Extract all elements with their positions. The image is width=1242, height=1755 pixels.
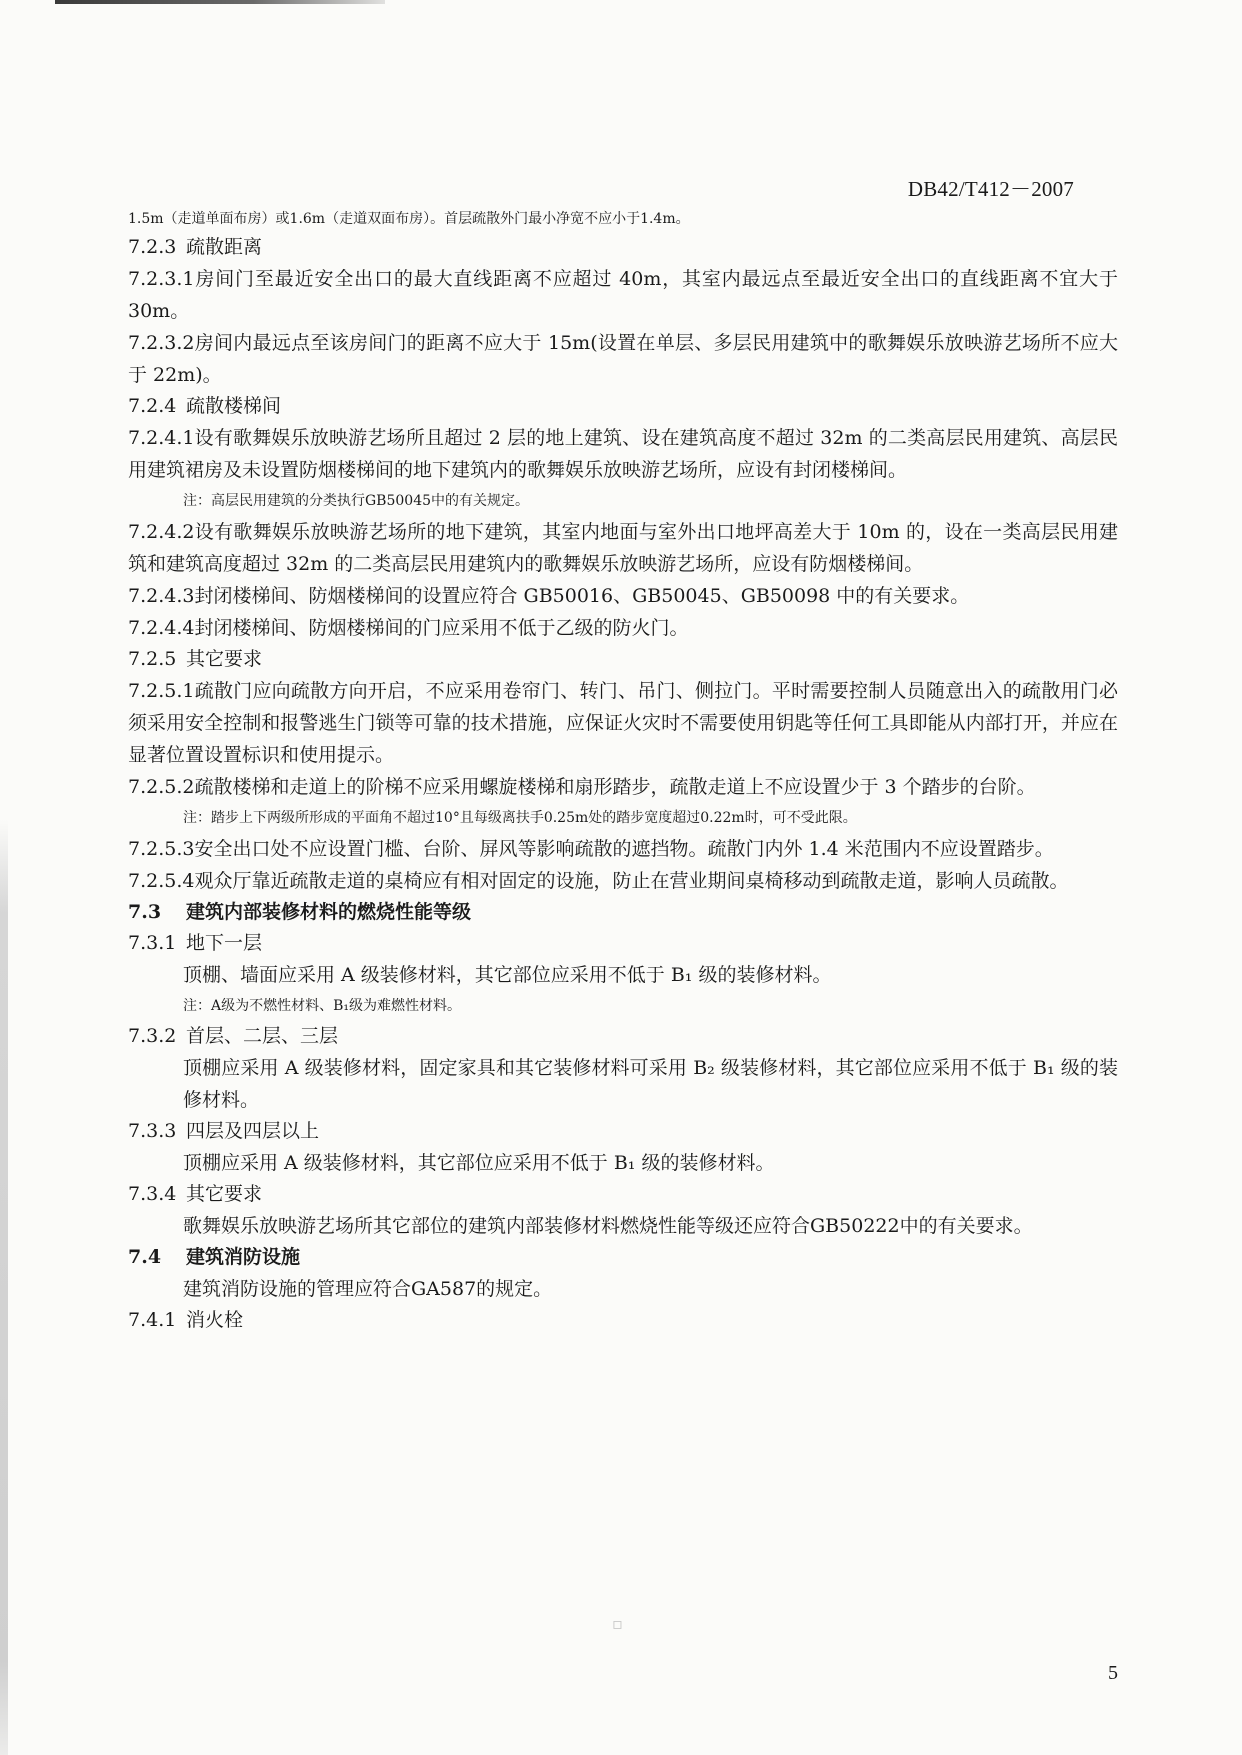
clause-paragraph — [128, 422, 1118, 486]
section-title: 疏散楼梯间 — [186, 395, 282, 417]
clause-number: 7.2.5.1 — [128, 680, 195, 702]
clause-text: 疏散楼梯和走道上的阶梯不应采用螺旋楼梯和扇形踏步，疏散走道上不应设置少于 3 个踏步的台阶。 — [194, 776, 1036, 798]
section-heading — [128, 1179, 1118, 1210]
clause-number: 7.2.4.2 — [128, 521, 195, 543]
section-number: 7.3 — [128, 901, 162, 923]
indented-paragraph: 顶棚、墙面应采用 A 级装修材料，其它部位应采用不低于 B₁ 级的装修材料。 — [183, 964, 832, 986]
clause-paragraph — [128, 865, 1118, 897]
section-heading — [128, 928, 1118, 959]
document-id: DB42/T412－2007 — [907, 177, 1074, 201]
clause-number: 7.2.4.4 — [128, 617, 195, 639]
note: 注：高层民用建筑的分类执行GB50045中的有关规定。 — [183, 493, 530, 509]
clause-paragraph — [128, 327, 1118, 391]
section-title: 建筑内部装修材料的燃烧性能等级 — [186, 901, 472, 923]
indented-paragraph: 建筑消防设施的管理应符合GA587的规定。 — [183, 1278, 553, 1300]
clause-text: 疏散门应向疏散方向开启，不应采用卷帘门、转门、吊门、侧拉门。平时需要控制人员随意出入的疏散用门必须采用安全控制和报警逃生门锁等可靠的技术措施，应保证火灾时不需要使用钥匙等任何工具即能从内部打开，并应在显著位置设置标识和使用提示。 — [128, 680, 1118, 766]
section-number: 7.2.3 — [128, 236, 177, 258]
section-title: 消火栓 — [186, 1309, 244, 1331]
clause-text: 设有歌舞娱乐放映游艺场所且超过 2 层的地上建筑、设在建筑高度不超过 32m 的二类高层民用建筑、高层民用建筑裙房及未设置防烟楼梯间的地下建筑内的歌舞娱乐放映游艺场所，应设有封闭楼梯间。 — [128, 427, 1118, 481]
section-title: 建筑消防设施 — [186, 1246, 301, 1268]
clause-number: 7.2.5.3 — [128, 838, 195, 860]
clause-paragraph — [128, 263, 1118, 327]
section-title: 其它要求 — [186, 648, 263, 670]
section-number: 7.4 — [128, 1246, 162, 1268]
clause-number: 7.2.5.4 — [128, 870, 195, 892]
clause-text: 房间内最远点至该房间门的距离不应大于 15m(设置在单层、多层民用建筑中的歌舞娱乐放映游艺场所不应大于 22m)。 — [128, 332, 1118, 386]
scan-edge-left — [0, 820, 8, 1755]
indented-paragraph: 歌舞娱乐放映游艺场所其它部位的建筑内部装修材料燃烧性能等级还应符合GB50222中的有关要求。 — [183, 1215, 1033, 1237]
clause-paragraph — [128, 833, 1118, 865]
section-number: 7.3.3 — [128, 1120, 177, 1142]
continuation-line: 1.5m（走道单面布房）或1.6m（走道双面布房）。首层疏散外门最小净宽不应小于1.4m。 — [128, 211, 690, 227]
section-heading — [128, 1021, 1118, 1052]
clause-number: 7.2.3.2 — [128, 332, 195, 354]
section-heading — [128, 644, 1118, 675]
section-title: 四层及四层以上 — [186, 1120, 320, 1142]
clause-paragraph — [128, 675, 1118, 771]
section-number: 7.3.2 — [128, 1025, 177, 1047]
section-heading — [128, 897, 1118, 928]
section-title: 疏散距离 — [186, 236, 263, 258]
page-number: 5 — [1108, 1662, 1118, 1684]
note: 注：A级为不燃性材料、B₁级为难燃性材料。 — [183, 998, 462, 1014]
section-number: 7.4.1 — [128, 1309, 177, 1331]
indented-paragraph: 顶棚应采用 A 级装修材料，其它部位应采用不低于 B₁ 级的装修材料。 — [183, 1152, 775, 1174]
clause-number: 7.2.3.1 — [128, 268, 195, 290]
clause-text: 观众厅靠近疏散走道的桌椅应有相对固定的设施，防止在营业期间桌椅移动到疏散走道，影响人员疏散。 — [194, 870, 1069, 892]
clause-text: 封闭楼梯间、防烟楼梯间的门应采用不低于乙级的防火门。 — [194, 617, 689, 639]
clause-text: 设有歌舞娱乐放映游艺场所的地下建筑，其室内地面与室外出口地坪高差大于 10m 的，设在一类高层民用建筑和建筑高度超过 32m 的二类高层民用建筑内的歌舞娱乐放映游艺场所，应设有防烟楼梯间。 — [128, 521, 1118, 575]
clause-paragraph — [128, 580, 1118, 612]
section-title: 其它要求 — [186, 1183, 263, 1205]
section-number: 7.2.5 — [128, 648, 177, 670]
clause-text: 封闭楼梯间、防烟楼梯间的设置应符合 GB50016、GB50045、GB50098 中的有关要求。 — [194, 585, 970, 607]
section-heading — [128, 1242, 1118, 1273]
clause-text: 房间门至最近安全出口的最大直线距离不应超过 40m，其室内最远点至最近安全出口的直线距离不宜大于 30m。 — [128, 268, 1118, 322]
section-heading — [128, 391, 1118, 422]
note: 注：踏步上下两级所形成的平面角不超过10°且每级离扶手0.25m处的踏步宽度超过0.22m时，可不受此限。 — [183, 810, 857, 826]
clause-number: 7.2.4.1 — [128, 427, 195, 449]
section-number: 7.3.4 — [128, 1183, 177, 1205]
clause-paragraph — [128, 516, 1118, 580]
clause-number: 7.2.5.2 — [128, 776, 195, 798]
section-number: 7.2.4 — [128, 395, 177, 417]
section-heading — [128, 232, 1118, 263]
scan-artifact: ▫ — [612, 1614, 623, 1633]
section-heading — [128, 1305, 1118, 1336]
clause-paragraph — [128, 612, 1118, 644]
section-title: 地下一层 — [186, 932, 263, 954]
clause-text: 安全出口处不应设置门槛、台阶、屏风等影响疏散的遮挡物。疏散门内外 1.4 米范围内不应设置踏步。 — [194, 838, 1054, 860]
scan-edge-top — [55, 0, 385, 4]
indented-paragraph: 顶棚应采用 A 级装修材料，固定家具和其它装修材料可采用 B₂ 级装修材料，其它部位应采用不低于 B₁ 级的装修材料。 — [183, 1057, 1118, 1111]
clause-number: 7.2.4.3 — [128, 585, 195, 607]
section-number: 7.3.1 — [128, 932, 177, 954]
clause-paragraph — [128, 771, 1118, 803]
document-body — [128, 206, 1118, 1336]
section-heading — [128, 1116, 1118, 1147]
section-title: 首层、二层、三层 — [186, 1025, 339, 1047]
